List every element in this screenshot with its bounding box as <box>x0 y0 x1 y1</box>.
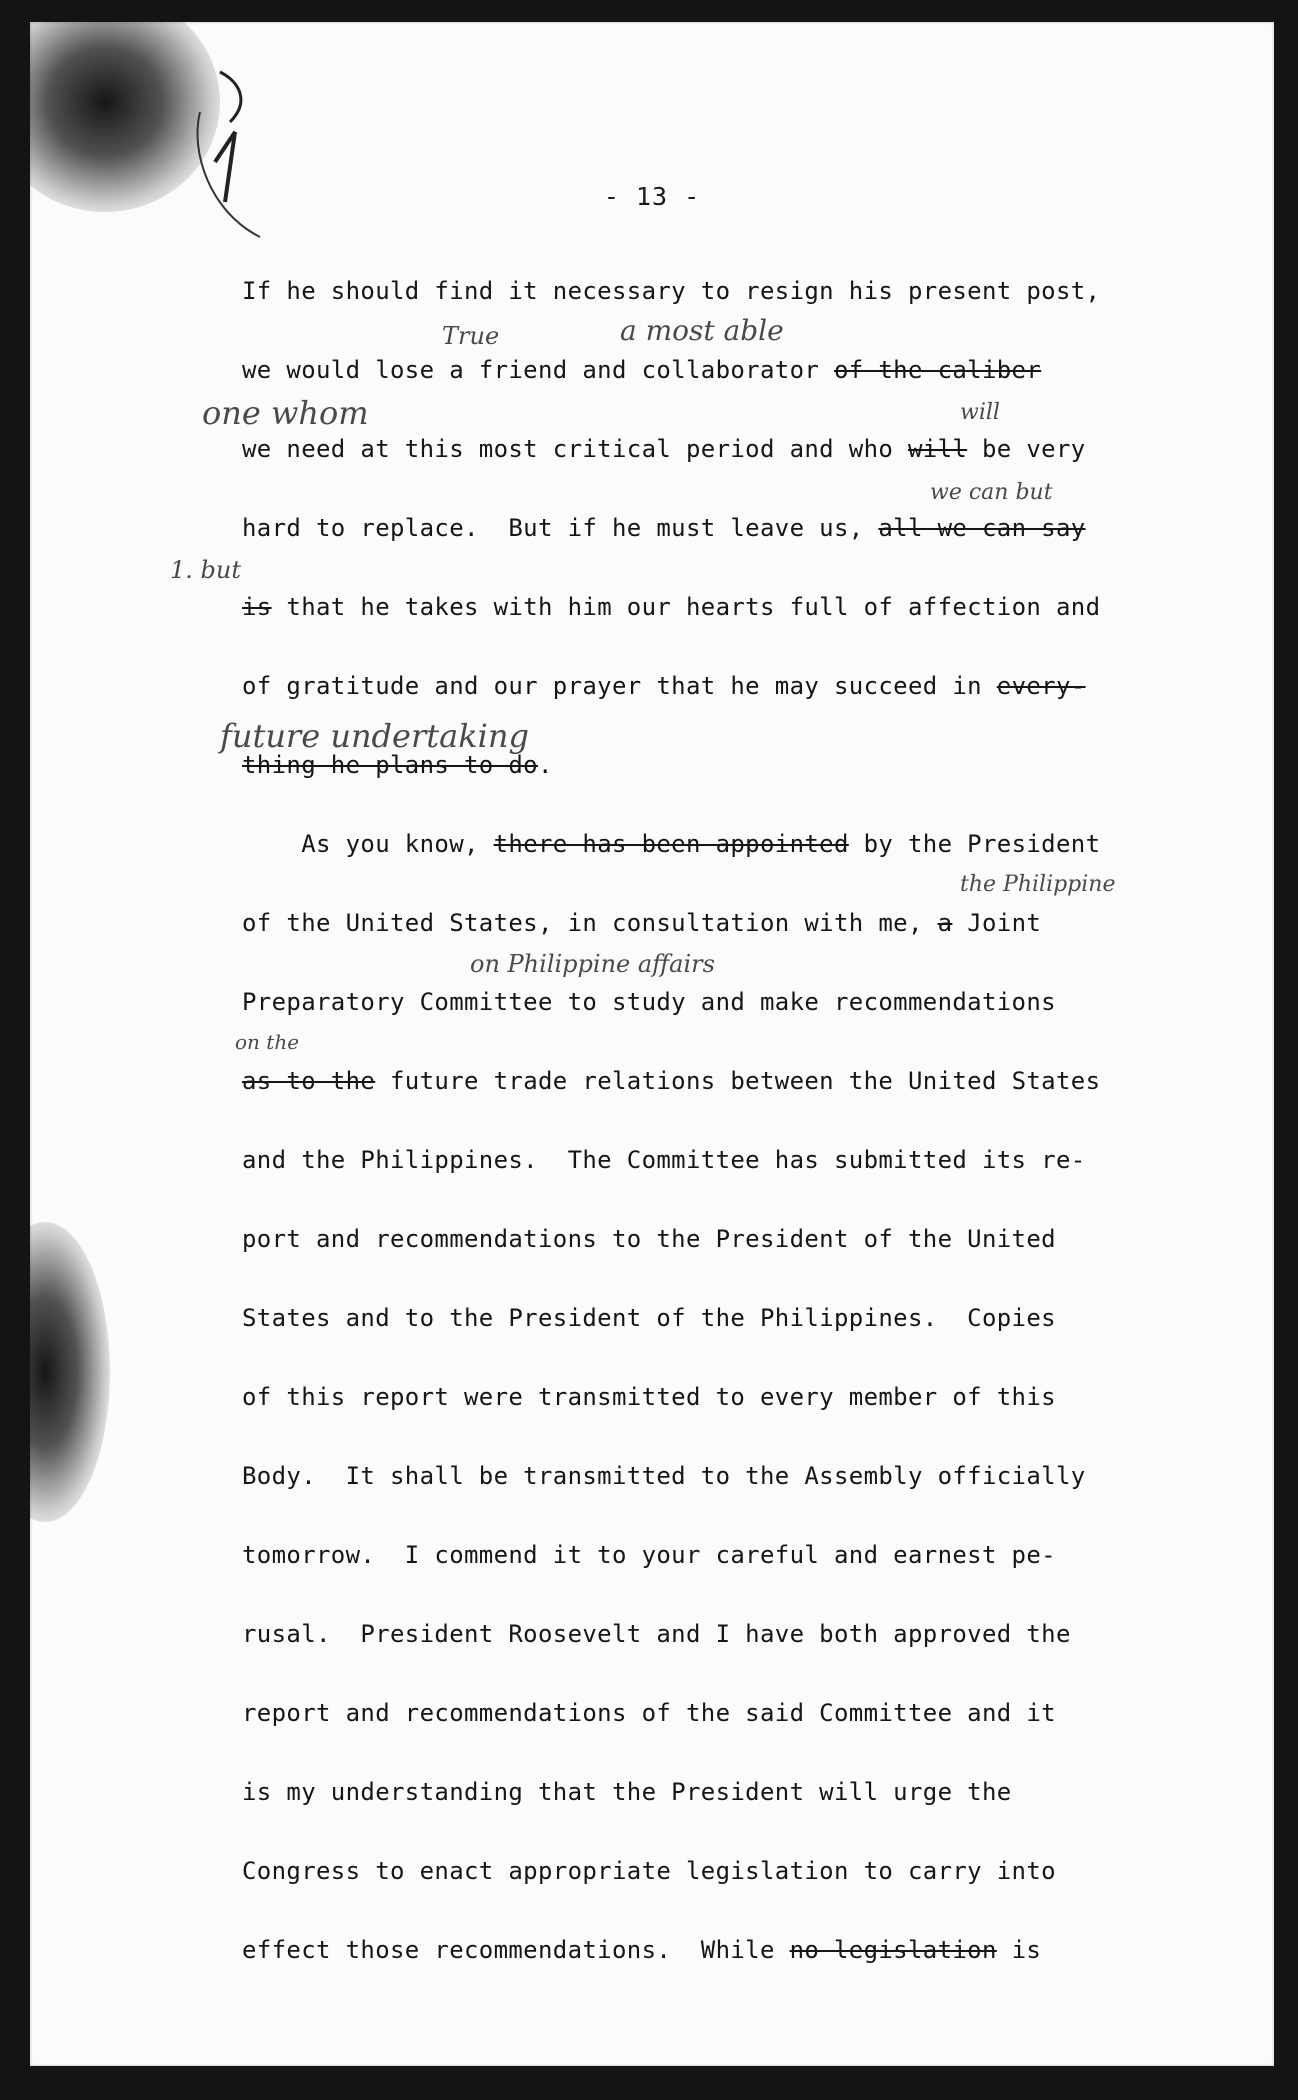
line-text: we would lose a friend and collaborator <box>242 356 834 384</box>
handwritten-corner-mark <box>180 52 300 242</box>
ink-smudge-left <box>30 1222 110 1522</box>
text-line-19 <box>242 1699 1056 1727</box>
text-line-1 <box>242 277 1100 305</box>
text-line-10 <box>242 988 1056 1016</box>
handwritten-note: future undertaking <box>220 717 529 755</box>
line-text: future trade relations between the United States <box>375 1067 1101 1095</box>
text-line-16 <box>242 1462 1086 1490</box>
line-text-end: be very <box>967 435 1086 463</box>
line-text-end: Joint <box>952 909 1042 937</box>
handwritten-note: on the <box>235 1030 300 1054</box>
text-line-17 <box>242 1541 1056 1569</box>
line-text: Congress to enact appropriate legislation to carry into <box>242 1857 1056 1885</box>
struck-text: a <box>937 909 953 937</box>
document-page <box>30 22 1274 2066</box>
text-line-9 <box>242 909 1041 937</box>
text-line-7 <box>242 751 553 779</box>
line-text: Preparatory Committee to study and make recommendations <box>242 988 1056 1016</box>
handwritten-note: will <box>960 400 1000 425</box>
text-line-2 <box>242 356 1041 384</box>
handwritten-note: on Philippine affairs <box>470 950 715 978</box>
line-text: of gratitude and our prayer that he may succeed in <box>242 672 997 700</box>
line-text: effect those recommendations. While <box>242 1936 790 1964</box>
line-text: of this report were transmitted to every member of this <box>242 1383 1056 1411</box>
line-text: rusal. President Roosevelt and I have both approved the <box>242 1620 1071 1648</box>
line-text: is my understanding that the President will urge the <box>242 1778 1012 1806</box>
line-text: and the Philippines. The Committee has submitted its re- <box>242 1146 1086 1174</box>
text-line-3 <box>242 435 1086 463</box>
line-text: States and to the President of the Philippines. Copies <box>242 1304 1056 1332</box>
text-line-8 <box>242 830 1100 858</box>
text-line-20 <box>242 1778 1012 1806</box>
text-line-22 <box>242 1936 1041 1964</box>
line-text: Body. It shall be transmitted to the Assembly officially <box>242 1462 1086 1490</box>
line-text: If he should find it necessary to resign his present post, <box>242 277 1101 305</box>
handwritten-note: one whom <box>202 394 369 432</box>
line-text: hard to replace. But if he must leave us, <box>242 514 879 542</box>
struck-text: of the caliber <box>833 356 1042 384</box>
text-line-21 <box>242 1857 1056 1885</box>
line-text-end: by the President <box>848 830 1101 858</box>
text-line-4 <box>242 514 1086 542</box>
handwritten-note: 1. but <box>170 556 241 584</box>
struck-text: will <box>907 435 968 463</box>
line-text-end: is <box>996 1936 1042 1964</box>
struck-text: thing he plans to do <box>242 751 538 779</box>
struck-text: all we can say <box>878 514 1086 542</box>
handwritten-note: the Philippine <box>960 872 1116 897</box>
handwritten-note: we can but <box>930 480 1053 505</box>
handwritten-note: True <box>442 322 500 350</box>
line-text-end: . <box>537 751 553 779</box>
text-line-5 <box>242 593 1100 621</box>
struck-text: there has been appointed <box>493 830 849 858</box>
struck-text: as to the <box>242 1067 376 1095</box>
page-number: - 13 - <box>603 182 701 211</box>
text-line-15 <box>242 1383 1056 1411</box>
struck-text: no legislation <box>789 1936 997 1964</box>
line-text: As you know, <box>242 830 494 858</box>
line-text: we need at this most critical period and who <box>242 435 908 463</box>
handwritten-note: a most able <box>620 314 784 347</box>
text-line-12 <box>242 1146 1086 1174</box>
text-line-6 <box>242 672 1086 700</box>
text-line-18 <box>242 1620 1071 1648</box>
struck-text: is <box>242 593 272 621</box>
text-line-13 <box>242 1225 1056 1253</box>
text-line-11 <box>242 1067 1100 1095</box>
line-text: that he takes with him our hearts full of affection and <box>271 593 1101 621</box>
line-text: report and recommendations of the said Committee and it <box>242 1699 1056 1727</box>
line-text: port and recommendations to the President of the United <box>242 1225 1056 1253</box>
line-text: tomorrow. I commend it to your careful and earnest pe- <box>242 1541 1056 1569</box>
line-text: of the United States, in consultation with me, <box>242 909 938 937</box>
text-line-14 <box>242 1304 1056 1332</box>
struck-text: every- <box>996 672 1086 700</box>
